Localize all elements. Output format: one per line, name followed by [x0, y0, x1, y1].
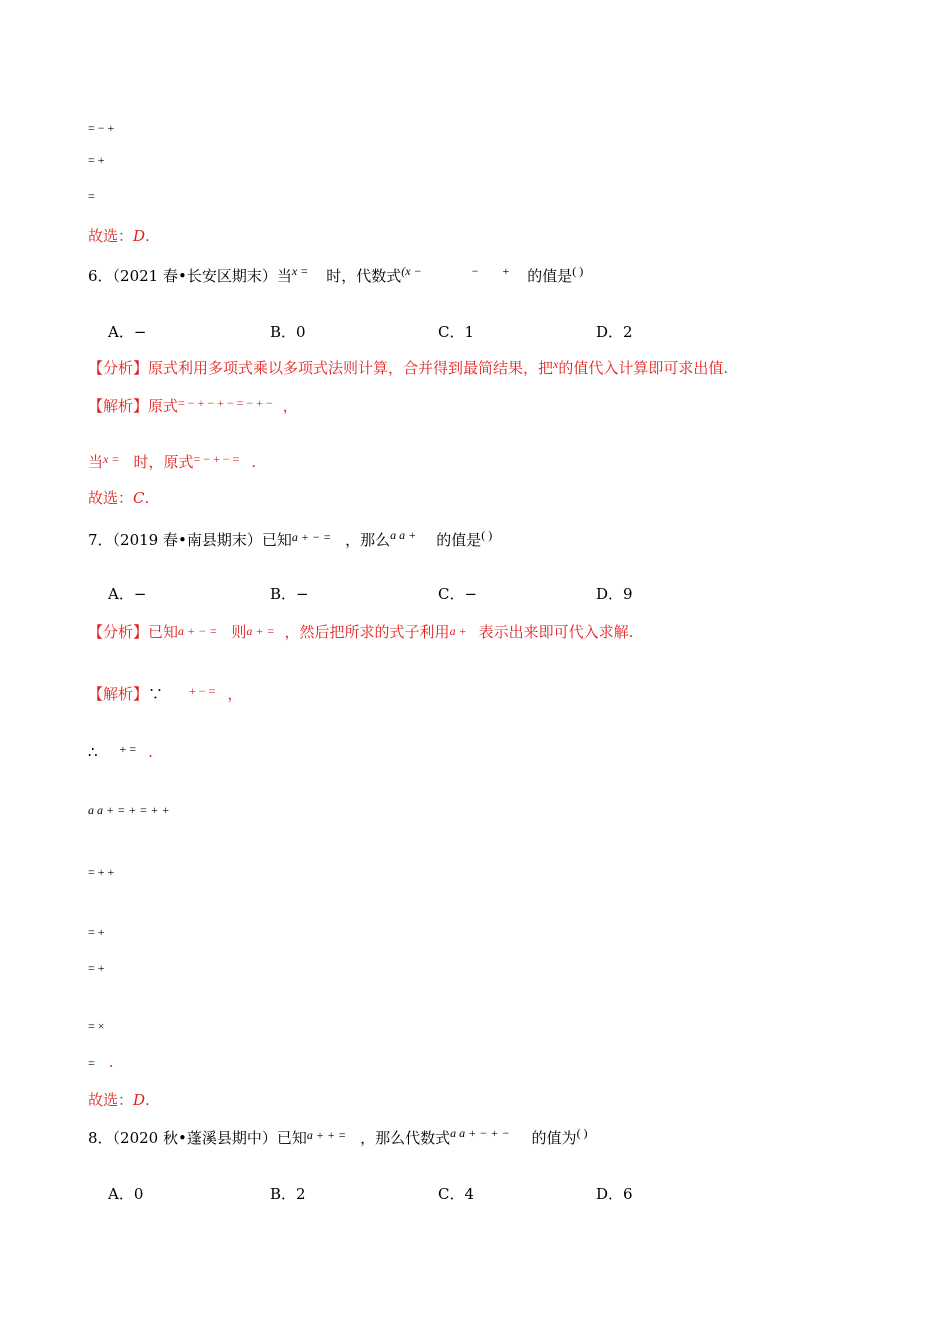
analysis-text-2: 则 [231, 623, 247, 641]
option-a[interactable]: A．0 [108, 1185, 144, 1203]
question-text: 时，代数式 [326, 267, 402, 285]
option-d[interactable]: D．6 [596, 1185, 633, 1203]
option-d[interactable]: D．9 [596, 585, 633, 603]
solution-expr: + = [119, 742, 137, 756]
q7-step-2: = + + [88, 865, 115, 879]
question-source: （2019 春•南县期末）已知 [112, 531, 292, 549]
question-6-stem [88, 266, 583, 287]
question-source: （2020 秋•蓬溪县期中）已知 [112, 1129, 307, 1147]
answer-letter: C [133, 489, 145, 507]
q7-answer [88, 1090, 150, 1110]
answer-label: 故选： [88, 489, 134, 507]
answer-label: 故选： [88, 1091, 134, 1109]
option-a[interactable]: A．− [108, 323, 147, 341]
question-tail: 的值是 [527, 267, 573, 285]
step-expr: = [88, 1056, 95, 1070]
answer-blank: ( ) [576, 1126, 588, 1140]
answer-letter: D [133, 1091, 146, 1109]
question-number: 7． [88, 531, 113, 549]
solution-label: 【解析】 [88, 685, 149, 703]
option-b[interactable]: B．2 [270, 1185, 306, 1203]
analysis-text-2: 的值代入计算即可求出值. [558, 359, 729, 377]
solution-expr: + − = [189, 684, 216, 698]
math-x-eq: x = [103, 452, 120, 466]
question-text: ，那么代数式 [360, 1129, 451, 1147]
question-number: 8． [88, 1129, 113, 1147]
question-number: 6． [88, 267, 113, 285]
solution-text: 原式 [148, 397, 179, 415]
q7-step-1: a a + = + = + + [88, 803, 170, 817]
math-op: − [471, 264, 479, 278]
analysis-text-4: 表示出来即可代入求解. [478, 623, 634, 641]
option-a[interactable]: A．− [108, 585, 147, 603]
solution-end: ， [227, 685, 243, 703]
math-condition-3: a + [449, 624, 467, 638]
math-x-eq: x = [291, 264, 309, 278]
q6-answer [88, 488, 149, 508]
analysis-text-3: ，然后把所求的式子利用 [284, 623, 450, 641]
math-condition-2: a + = [246, 624, 275, 638]
q6-substitute [88, 452, 256, 473]
answer-end: . [145, 227, 150, 245]
when-text-2: 时，原式 [133, 453, 194, 471]
prev-step-3: = [88, 189, 95, 203]
answer-end: . [144, 489, 150, 507]
math-expr: a a + − + − [450, 1126, 510, 1140]
question-7-stem [88, 530, 492, 551]
solution-label: 【解析】 [88, 397, 149, 415]
analysis-text: 原式利用多项式乘以多项式法则计算，合并得到最简结果，把 [148, 359, 554, 377]
question-tail: 的值为 [531, 1129, 577, 1147]
answer-end: . [145, 1091, 150, 1109]
answer-blank: ( ) [572, 264, 584, 278]
prev-step-1: = − + [88, 121, 115, 135]
q6-solution [88, 396, 298, 417]
question-text: ，那么 [345, 531, 391, 549]
option-d[interactable]: D．2 [596, 323, 633, 341]
prev-step-2: = + [88, 153, 105, 167]
answer-letter: D [133, 227, 146, 245]
analysis-text: 已知 [148, 623, 179, 641]
math-expr: a a + [390, 528, 417, 542]
math-condition: a + − = [178, 624, 218, 638]
q7-step-5: = × [88, 1019, 105, 1033]
solution-expr: = − + − + − = − + − [178, 396, 273, 410]
q7-analysis [88, 622, 633, 643]
question-8-stem [88, 1128, 588, 1149]
q7-solution-2 [88, 742, 153, 763]
math-condition: a + + = [306, 1128, 347, 1142]
analysis-label: 【分析】 [88, 359, 149, 377]
step-end: . [108, 1053, 114, 1071]
when-end: . [251, 453, 257, 471]
q6-analysis [88, 358, 728, 379]
math-condition: a + − = [291, 530, 332, 544]
option-b[interactable]: B．− [270, 585, 309, 603]
solution-end: . [148, 743, 153, 761]
therefore-symbol: ∴ [88, 743, 98, 761]
option-c[interactable]: C．4 [438, 1185, 475, 1203]
question-source: （2021 春•长安区期末）当 [112, 267, 292, 285]
prev-answer [88, 226, 150, 246]
answer-label: 故选： [88, 227, 134, 245]
option-b[interactable]: B．0 [270, 323, 306, 341]
when-text: 当 [88, 453, 104, 471]
math-expr: (x − [401, 264, 422, 278]
answer-blank: ( ) [481, 528, 493, 542]
analysis-label: 【分析】 [88, 623, 149, 641]
option-c[interactable]: C．1 [438, 323, 475, 341]
q7-solution-1 [88, 684, 242, 705]
q7-step-3: = + [88, 925, 105, 939]
q7-step-6 [88, 1052, 114, 1073]
when-expr: = − + − = [193, 452, 240, 466]
because-symbol: ∵ [148, 685, 164, 703]
q7-step-4: = + [88, 961, 105, 975]
question-tail: 的值是 [436, 531, 482, 549]
option-c[interactable]: C．− [438, 585, 478, 603]
solution-end: ， [282, 397, 298, 415]
math-op: + [502, 264, 510, 278]
math-x: x [553, 357, 559, 371]
